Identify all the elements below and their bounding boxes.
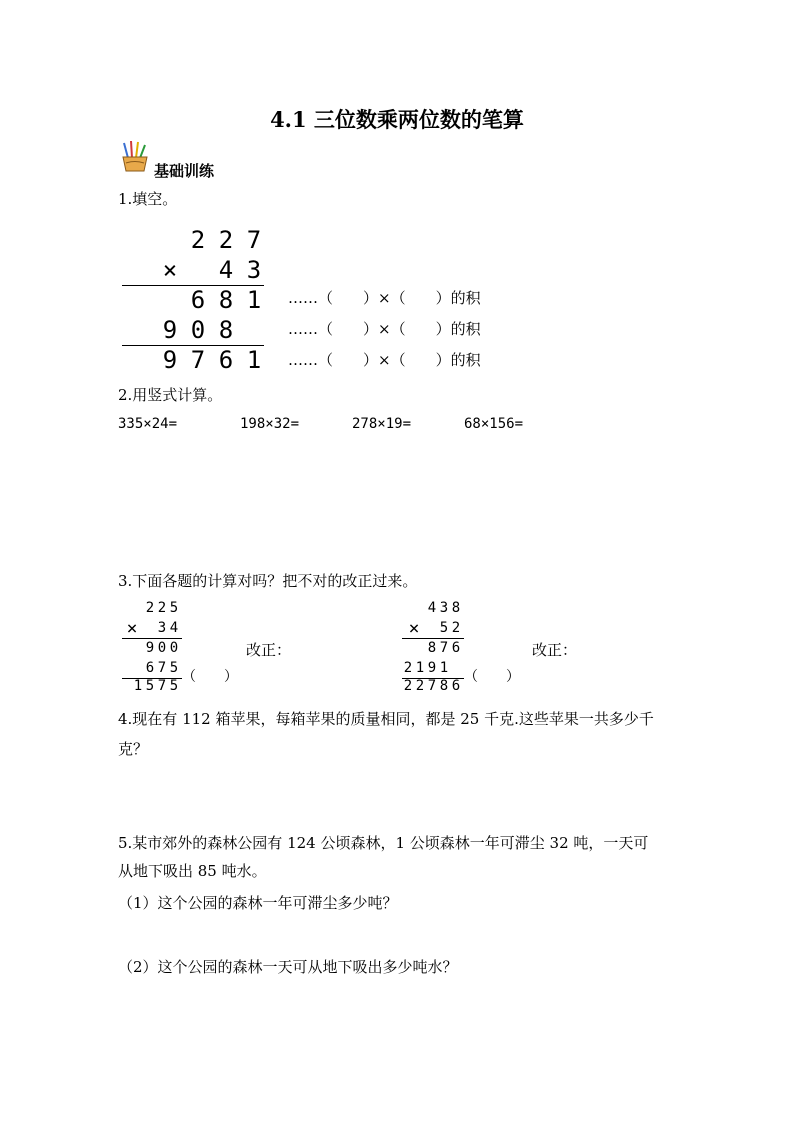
digit: 2: [157, 600, 167, 616]
q1-partial2-digit: 8: [218, 316, 234, 344]
fill-blank-line: ……（ ）×（ ）的积: [288, 320, 481, 338]
fill-blank-line: ……（ ）×（ ）的积: [288, 289, 481, 307]
calc-item: 68×156=: [464, 416, 524, 432]
q5-text-line1: 5.某市郊外的森林公园有 124 公顷森林，1 公顷森林一年可滞尘 32 吨，一天可: [118, 834, 649, 852]
digit: 7: [157, 678, 167, 694]
times-sign: ×: [162, 256, 178, 284]
q1-partial2-digit: 9: [162, 316, 178, 344]
digit: 7: [427, 678, 437, 694]
digit: 5: [169, 660, 179, 676]
digit: 5: [169, 600, 179, 616]
q5-sub2: （2）这个公园的森林一天可从地下吸出多少吨水？: [118, 958, 458, 976]
q3-label: 3.下面各题的计算对吗？把不对的改正过来。: [118, 572, 418, 590]
q1-product-digit: 6: [218, 346, 234, 374]
digit: 4: [427, 600, 437, 616]
digit: 8: [451, 600, 461, 616]
q4-text-line2: 克？: [118, 740, 149, 758]
q5-sub1: （1）这个公园的森林一年可滞尘多少吨？: [118, 894, 398, 912]
digit: 1: [415, 660, 425, 676]
q1-partial1-digit: 8: [218, 286, 234, 314]
judgment-paren: （ ）: [182, 669, 238, 685]
digit: 5: [439, 620, 449, 636]
calc-item: 335×24=: [118, 416, 178, 432]
q1-product-digit: 9: [162, 346, 178, 374]
digit: 2: [415, 678, 425, 694]
times-sign: ×: [408, 618, 420, 639]
divider-line: [402, 638, 464, 639]
q1-product-digit: 7: [190, 346, 206, 374]
section-label: 基础训练: [154, 162, 215, 180]
digit: 2: [403, 678, 413, 694]
q1-multiplier-digit: 3: [246, 256, 262, 284]
calc-item: 278×19=: [352, 416, 412, 432]
digit: 6: [451, 640, 461, 656]
digit: 3: [157, 620, 167, 636]
q1-label: 1.填空。: [118, 190, 178, 208]
q1-partial1-digit: 1: [246, 286, 262, 314]
judgment-paren: （ ）: [464, 669, 520, 685]
q2-label: 2.用竖式计算。: [118, 386, 223, 404]
digit: 8: [439, 678, 449, 694]
q1-multiplicand-digit: 2: [190, 226, 206, 254]
digit: 0: [157, 640, 167, 656]
q3-right-calculation: [0, 600, 500, 696]
digit: 1: [439, 660, 449, 676]
correction-label: 改正：: [246, 641, 292, 659]
q1-partial1-digit: 6: [190, 286, 206, 314]
digit: 0: [169, 640, 179, 656]
correction-label: 改正：: [532, 641, 578, 659]
digit: 7: [439, 640, 449, 656]
digit: 5: [145, 678, 155, 694]
calc-item: 198×32=: [240, 416, 300, 432]
q1-partial2-digit: 0: [190, 316, 206, 344]
digit: 2: [451, 620, 461, 636]
times-sign: ×: [126, 618, 138, 639]
q1-multiplicand-digit: 7: [246, 226, 262, 254]
digit: 5: [169, 678, 179, 694]
digit: 4: [169, 620, 179, 636]
digit: 2: [145, 600, 155, 616]
q5-text-line2: 从地下吸出 85 吨水。: [118, 862, 267, 880]
digit: 7: [157, 660, 167, 676]
q1-product-digit: 1: [246, 346, 262, 374]
digit: 8: [427, 640, 437, 656]
q4-text-line1: 4.现在有 112 箱苹果，每箱苹果的质量相同，都是 25 千克.这些苹果一共多少千: [118, 710, 654, 728]
q1-multiplicand-digit: 2: [218, 226, 234, 254]
digit: 6: [145, 660, 155, 676]
digit: 1: [133, 678, 143, 694]
fill-blank-line: ……（ ）×（ ）的积: [288, 351, 481, 369]
digit: 9: [427, 660, 437, 676]
digit: 3: [439, 600, 449, 616]
digit: 6: [451, 678, 461, 694]
pencil-cup-icon: [118, 140, 152, 174]
digit: 2: [403, 660, 413, 676]
page-title: 4.1 三位数乘两位数的笔算: [270, 107, 524, 132]
digit: 9: [145, 640, 155, 656]
q1-multiplier-digit: 4: [218, 256, 234, 284]
